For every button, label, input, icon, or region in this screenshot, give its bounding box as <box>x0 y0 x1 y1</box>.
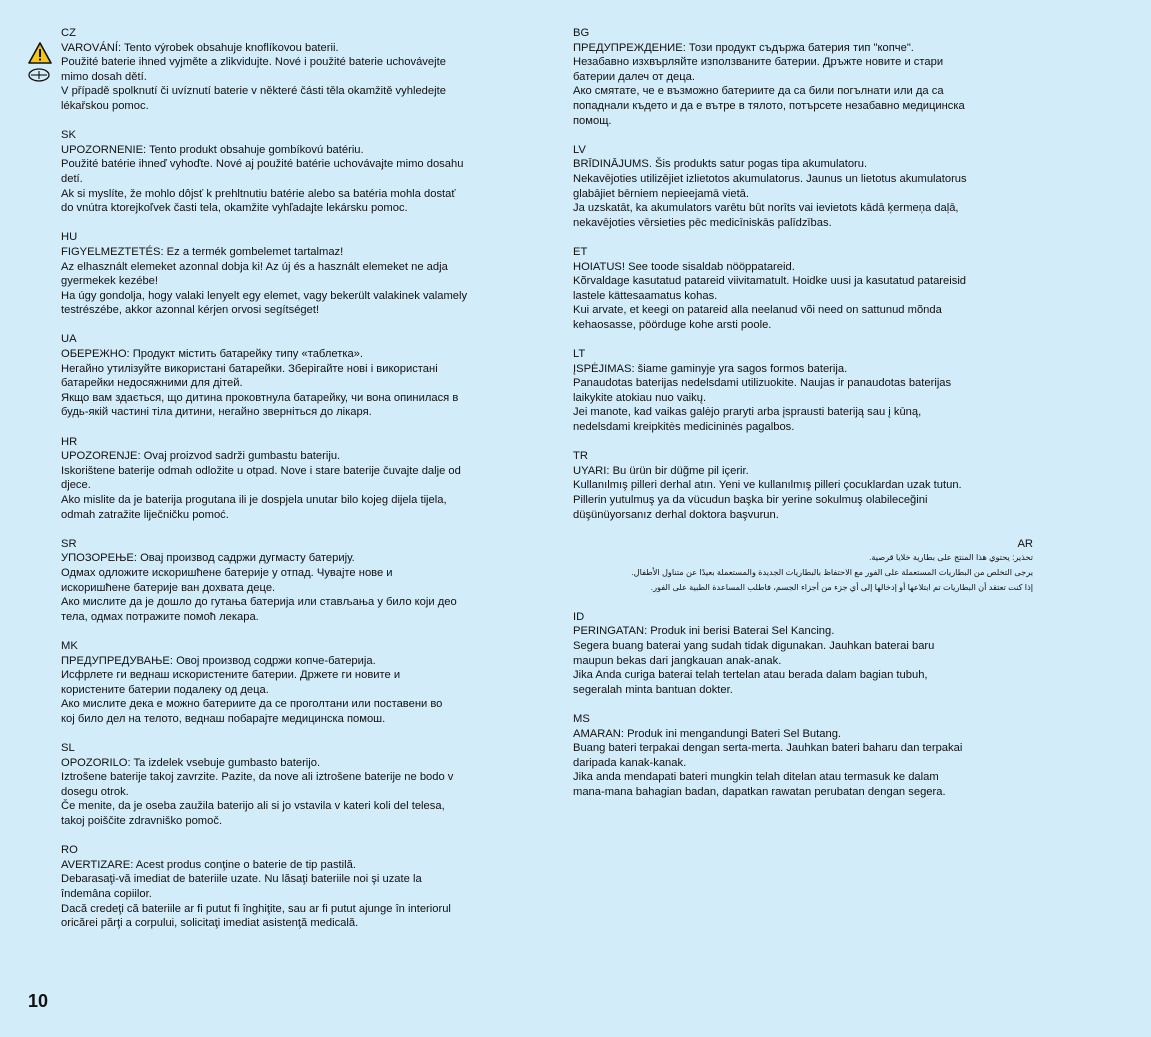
warning-text-line: ĮSPĖJIMAS: šiame gaminyje yra sagos formos baterija. <box>573 362 848 375</box>
warning-text-line: nedelsdami kreipkitės medicininės pagalbos. <box>573 421 795 434</box>
warning-text-line: mana-mana bahagian badan, dapatkan rawatan perubatan dengan segera. <box>573 785 946 798</box>
warning-text-line: попаднали където и да е вътре в тялото, потърсете незабавно медицинска <box>573 99 965 112</box>
right-column <box>573 26 1033 814</box>
coin-battery-icon <box>28 68 50 82</box>
warning-text-line: Исфрлете ги веднаш искористените батерии. Држете ги новите и <box>61 669 401 682</box>
warning-text-line: takoj poiščite zdravniško pomoč. <box>61 815 223 828</box>
warning-text-line: Негайно утилізуйте використані батарейки. Зберігайте нові і використані <box>61 362 438 375</box>
warning-section-id <box>573 610 1033 698</box>
warning-text-line: УПОЗОРЕЊЕ: Овај производ садржи дугмасту батерију. <box>61 552 355 565</box>
warning-text-line: Jika anda mendapati bateri mungkin telah ditelan atau termasuk ke dalam <box>573 771 939 784</box>
warning-text-line: Dacă credeţi că bateriile ar fi putut fi înghiţite, sau ar fi putut ajunge în interiorul <box>61 902 451 915</box>
language-code: HR <box>61 435 78 448</box>
warning-section-hr <box>61 435 521 523</box>
warning-text-line: daripada kanak-kanak. <box>573 756 687 769</box>
warning-text-line: oricărei părţi a corpului, solicitaţi imediat asistenţă medicală. <box>61 917 359 930</box>
language-code: ET <box>573 245 588 258</box>
warning-section-ar <box>573 537 1033 595</box>
warning-text-line: gyermekek kezébe! <box>61 275 159 288</box>
warning-text-line: Якщо вам здається, що дитина проковтнула батарейку, чи вона опинилася в <box>61 391 459 404</box>
warning-section-mk <box>61 639 521 727</box>
language-code: RO <box>61 844 78 857</box>
warning-section-tr <box>573 449 1033 522</box>
warning-section-ro <box>61 843 521 931</box>
warning-text-line: BRĪDINĀJUMS. Šis produkts satur pogas tipa akumulatoru. <box>573 158 868 171</box>
language-code: UA <box>61 333 77 346</box>
warning-text-line: користените батерии подалеку од деца. <box>61 683 269 696</box>
warning-text-line: Ако мислите да је дошло до гутања батерија или стављања у било који део <box>61 596 457 609</box>
warning-text-line: laikykite atokiau nuo vaikų. <box>573 391 707 404</box>
warning-text-line: OPOZORILO: Ta izdelek vsebuje gumbasto baterijo. <box>61 756 321 769</box>
warning-text-line: do vnútra ktorejkoľvek časti tela, okamžite vyhľadajte lekársku pomoc. <box>61 202 408 215</box>
warning-text-line: Ако мислите дека е можно батериите да се проголтани или поставени во <box>61 698 443 711</box>
warning-text-line: VAROVÁNÍ: Tento výrobek obsahuje knoflíkovou baterii. <box>61 41 339 54</box>
warning-text-line: UYARI: Bu ürün bir düğme pil içerir. <box>573 464 749 477</box>
warning-text-line: Ak si myslíte, že mohlo dôjsť k prehltnutiu batérie alebo sa batéria mohla dostať <box>61 187 456 200</box>
warning-text-line: testrészébe, akkor azonnal kérjen orvosi segítséget! <box>61 304 320 317</box>
warning-text-line: батарейки недосяжними для дітей. <box>61 377 243 390</box>
warning-text-line: Az elhasznált elemeket azonnal dobja ki! Az új és a használt elemeket ne adja <box>61 260 448 273</box>
warning-text-line: lékařskou pomoc. <box>61 99 149 112</box>
warning-text-line: lastele kättesaamatus kohas. <box>573 289 718 302</box>
warning-text-line: ПРЕДУПРЕЖДЕНИЕ: Този продукт съдържа батерия тип "копче". <box>573 41 914 54</box>
warning-text-line: Kullanılmış pilleri derhal atın. Yeni ve kullanılmış pilleri çocuklardan uzak tutun. <box>573 479 962 492</box>
warning-section-ms <box>573 712 1033 800</box>
warning-text-line: Ja uzskatāt, ka akumulators varētu būt norīts vai ievietots kādā ķermeņa daļā, <box>573 202 959 215</box>
warning-text-line: Ha úgy gondolja, hogy valaki lenyelt egy elemet, vagy bekerült valakinek valamely <box>61 289 468 302</box>
warning-text-line: UPOZORENJE: Ovaj proizvod sadrži gumbastu bateriju. <box>61 450 341 463</box>
language-code: SR <box>61 537 77 550</box>
warning-section-sl <box>61 741 521 829</box>
warning-text-line: Iskorištene baterije odmah odložite u otpad. Nove i stare baterije čuvajte dalje od <box>61 464 461 477</box>
warning-text-line: kehaosasse, pöörduge kohe arsti poole. <box>573 318 772 331</box>
warning-text-line: помощ. <box>573 114 612 127</box>
warning-text-line: Pillerin yutulmuş ya da vücudun başka bir yerine sokulmuş olabileceğini <box>573 494 928 506</box>
warning-text-line: Ako mislite da je baterija progutana ili je dospjela unutar bilo kojeg dijela tijela, <box>61 494 447 506</box>
warning-text-line: UPOZORNENIE: Tento produkt obsahuje gombíkovú batériu. <box>61 143 364 156</box>
warning-text-line: FIGYELMEZTETÉS: Ez a termék gombelemet tartalmaz! <box>61 245 344 258</box>
warning-text-line: إذا كنت تعتقد أن البطاريات تم ابتلاعها أو إدخالها إلى أي جزء من أجزاء الجسم، فاطلب المساعدة الطبية على الفور. <box>650 582 1033 592</box>
warning-text-line: искоришћене батерије ван дохвата деце. <box>61 581 276 594</box>
warning-section-cz <box>61 26 521 114</box>
warning-text-line: düşünüyorsanız derhal doktora başvurun. <box>573 508 779 521</box>
page-number: 10 <box>28 991 49 1011</box>
warning-section-hu <box>61 230 521 318</box>
warning-text-line: Debarasaţi-vă imediat de bateriile uzate. Nu lăsaţi bateriile noi şi uzate la <box>61 873 422 886</box>
warning-text-line: Iztrošene baterije takoj zavrzite. Pazite, da nove ali iztrošene baterije ne bodo v <box>61 771 454 784</box>
language-code: MS <box>573 712 590 725</box>
language-code: ID <box>573 610 585 623</box>
warning-text-line: ОБЕРЕЖНО: Продукт містить батарейку типу «таблетка». <box>61 348 364 361</box>
warning-text-line: odmah zatražite liječničku pomoć. <box>61 508 229 521</box>
warning-text-line: ПРЕДУПРЕДУВАЊЕ: Овој производ содржи копче-батерија. <box>61 654 376 667</box>
warning-text-line: тела, одмах потражите помоћ лекара. <box>61 610 259 623</box>
warning-section-bg <box>573 26 1033 128</box>
warning-text-line: Panaudotas baterijas nedelsdami utilizuokite. Naujas ir panaudotas baterijas <box>573 377 952 390</box>
warning-text-line: Kõrvaldage kasutatud patareid viivitamatult. Hoidke uusi ja kasutatud patareisid <box>573 275 967 288</box>
warning-text-line: PERINGATAN: Produk ini berisi Baterai Sel Kancing. <box>573 625 835 638</box>
left-column <box>61 26 521 945</box>
warning-text-line: Nekavējoties utilizējiet izlietotos akumulatorus. Jaunus un lietotus akumulatorus <box>573 172 967 185</box>
warning-section-lt <box>573 347 1033 435</box>
warning-text-line: يرجى التخلص من البطاريات المستعملة على الفور مع الاحتفاظ بالبطاريات الجديدة والمستعملة بعيدًا عن متناول الأطفال. <box>631 567 1033 577</box>
language-code: SK <box>61 129 76 142</box>
warning-text-line: AMARAN: Produk ini mengandungi Bateri Sel Butang. <box>573 727 842 740</box>
warning-text-line: segeralah minta bantuan dokter. <box>573 683 733 696</box>
warning-text-line: AVERTIZARE: Acest produs conţine o baterie de tip pastilă. <box>61 858 356 871</box>
warning-text-line: Použité baterie ihned vyjměte a zlikvidujte. Nové i použité baterie uchovávejte <box>61 56 446 69</box>
warning-text-line: HOIATUS! See toode sisaldab nööppatareid. <box>573 260 795 273</box>
warning-text-line: îndemâna copiilor. <box>61 888 152 901</box>
language-code: AR <box>1017 537 1033 550</box>
warning-text-line: Použité batérie ihneď vyhoďte. Nové aj použité batérie uchovávajte mimo dosahu <box>61 158 464 171</box>
language-code: MK <box>61 639 78 652</box>
language-code: LT <box>573 348 586 361</box>
language-code: HU <box>61 231 78 244</box>
language-code: BG <box>573 27 590 39</box>
warning-text-line: Jei manote, kad vaikas galėjo praryti arba įsprausti bateriją sau į kūną, <box>573 406 922 419</box>
warning-text-line: Kui arvate, et keegi on patareid alla neelanud või need on sattunud mõnda <box>573 304 942 317</box>
warning-text-line: Одмах одложите искоришћене батерије у отпад. Чувајте нове и <box>61 566 393 579</box>
language-code: CZ <box>61 27 76 39</box>
warning-text-line: detí. <box>61 172 83 185</box>
warning-text-line: nekavējoties vērsieties pēc medicīniskās palīdzības. <box>573 216 832 229</box>
language-code: TR <box>573 450 588 463</box>
language-code: SL <box>61 742 75 755</box>
warning-text-line: maupun bekas dari jangkauan anak-anak. <box>573 654 782 667</box>
warning-section-et <box>573 245 1033 333</box>
warning-text-line: djece. <box>61 479 91 492</box>
warning-section-lv <box>573 143 1033 231</box>
warning-text-line: mimo dosah dětí. <box>61 70 147 83</box>
warning-text-line: Če menite, da je oseba zaužila baterijo ali si jo vstavila v kateri koli del telesa, <box>61 800 445 813</box>
warning-section-sk <box>61 128 521 216</box>
warning-triangle-icon <box>28 42 52 64</box>
warning-text-line: Незабавно изхвърляйте използваните батерии. Дръжте новите и стари <box>573 56 944 69</box>
warning-text-line: Jika Anda curiga baterai telah tertelan atau berada dalam bagian tubuh, <box>573 669 928 682</box>
warning-text-line: Ако смятате, че е възможно батериите да са били погълнати или да са <box>573 85 944 98</box>
warning-text-line: кој било дел на телото, веднаш побарајте медицинска помош. <box>61 712 386 725</box>
warning-text-line: تحذير: يحتوي هذا المنتج على بطارية خلايا قرصية. <box>869 553 1033 563</box>
warning-text-line: батерии далеч от деца. <box>573 70 695 83</box>
warning-section-sr <box>61 537 521 625</box>
warning-text-line: glabājiet bērniem nepieejamā vietā. <box>573 187 750 200</box>
warning-text-line: Buang bateri terpakai dengan serta-merta. Jauhkan bateri baharu dan terpakai <box>573 742 963 755</box>
warning-text-line: dosegu otrok. <box>61 785 129 798</box>
warning-text-line: будь-якій частині тіла дитини, негайно зверніться до лікаря. <box>61 406 372 419</box>
warning-section-ua <box>61 332 521 420</box>
warning-text-line: V případě spolknutí či uvíznutí baterie v některé části těla okamžitě vyhledejte <box>61 85 446 98</box>
warning-text-line: Segera buang baterai yang sudah tidak digunakan. Jauhkan baterai baru <box>573 639 935 652</box>
language-code: LV <box>573 143 586 156</box>
